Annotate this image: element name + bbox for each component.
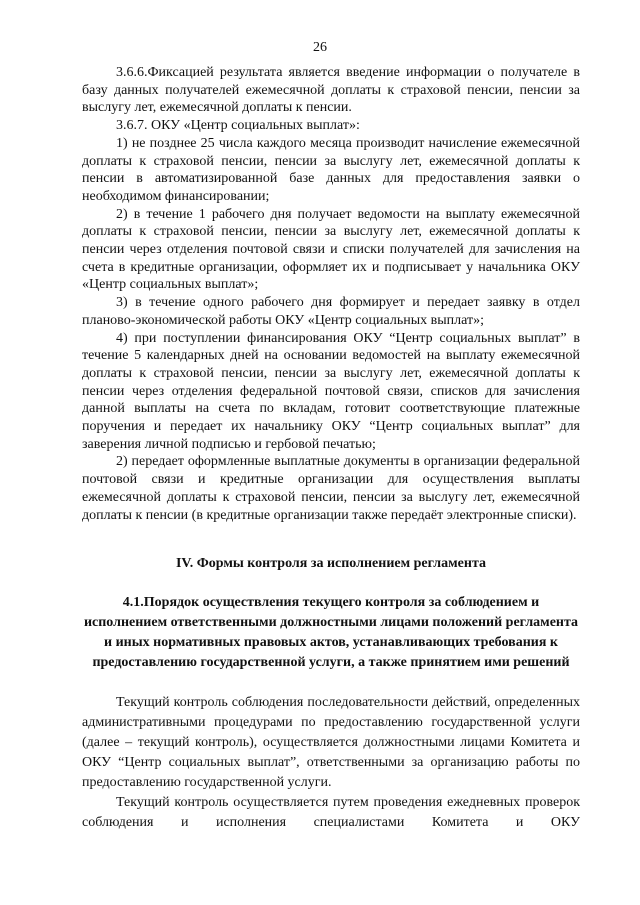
list-item-3: 3) в течение одного рабочего дня формирует и передает заявку в отдел планово-экономической работы ОКУ «Центр социальных выплат»; xyxy=(82,295,580,328)
list-item-5: 2) передает оформленные выплатные документы в организации федеральной почтовой связи и кредитные организации для осуществления выплаты ежемесячной доплаты к страховой пенсии, пенсии за выслугу лет, ежемесячной доплаты к пенсии (в кредитные организации также передаёт электронные списки). xyxy=(82,454,580,523)
document-content xyxy=(82,64,580,833)
paragraph-3-6-7: 3.6.7. ОКУ «Центр социальных выплат»: xyxy=(116,118,360,134)
page-number: 26 xyxy=(313,40,327,55)
section-heading: IV. Формы контроля за исполнением регламента xyxy=(175,556,487,572)
section-body xyxy=(82,693,580,833)
list-item-4: 4) при поступлении финансирования ОКУ “Центр социальных выплат” в течение 5 календарных дней на основании ведомостей на выплату ежемесячной доплаты к страховой пенсии, пенсии за выслугу лет, ежемесячной доплаты к пенсии через отделения федеральной почтовой связи, списков для зачисления данной выплаты на счета по вкладам, готовит соответствующие платежные поручения и передает их начальнику ОКУ “Центр социальных выплат” для заверения личной подписью и гербовой печатью; xyxy=(82,330,580,452)
list-item-1: 1) не позднее 25 числа каждого месяца производит начисление ежемесячной доплаты к страховой пенсии, пенсии за выслугу лет, ежемесячной доплаты к пенсии в автоматизированной базе данных для предоставления заявки о необходимом финансировании; xyxy=(82,135,580,204)
list-item-2: 2) в течение 1 рабочего дня получает ведомости на выплату ежемесячной доплаты к страховой пенсии, пенсии за выслугу лет, ежемесячной доплаты к пенсии через отделения почтовой связи и списки получателей для зачисления на счета в кредитные организации, оформляет их и подписывает у начальника ОКУ «Центр социальных выплат»; xyxy=(82,206,580,293)
body-paragraph: Текущий контроль соблюдения последовательности действий, определенных административными процедурами по предоставлению государственной услуги (далее – текущий контроль), осуществляется должностными лицами Комитета и ОКУ “Центр социальных выплат”, ответственными за организацию работы по предоставлению государственной услуги. xyxy=(82,695,580,791)
body-paragraph: Текущий контроль осуществляется путем проведения ежедневных проверок соблюдения и исполнения специалистами Комитета и ОКУ xyxy=(82,795,580,831)
paragraph-3-6-6: 3.6.6.Фиксацией результата является введение информации о получателе в базу данных получателей ежемесячной доплаты к страховой пенсии, пенсии за выслугу лет, ежемесячной доплаты к пенсии. xyxy=(82,65,580,116)
subsection-heading: 4.1.Порядок осуществления текущего контроля за соблюдением и исполнением ответственными должностными лицами положений регламента и иных нормативных правовых актов, устанавливающих требования к предоставлению государственной услуги, а также принятием ими решений xyxy=(83,595,579,671)
